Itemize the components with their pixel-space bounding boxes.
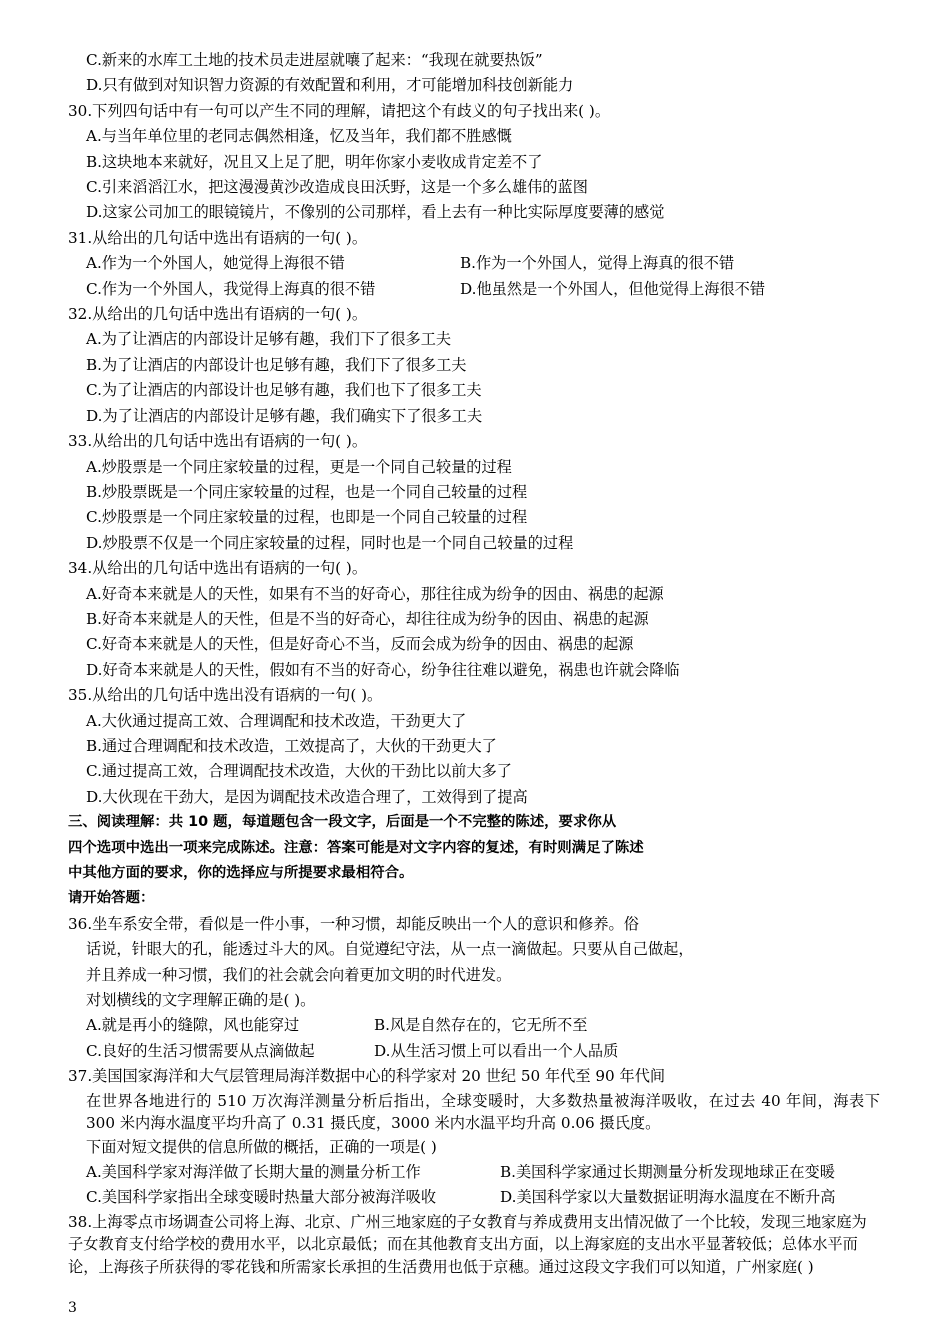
option-33c: C.炒股票是一个同庄家较量的过程，也即是一个同自己较量的过程: [86, 508, 528, 527]
option-37c: C.美国科学家指出全球变暖时热量大部分被海洋吸收: [86, 1188, 437, 1207]
option-37a: A.美国科学家对海洋做了长期大量的测量分析工作: [86, 1163, 421, 1182]
option-row: [68, 1160, 880, 1185]
option-row: [68, 1185, 880, 1210]
option-30a: A.与当年单位里的老同志偶然相逢，忆及当年，我们都不胜感慨: [86, 127, 512, 146]
option-34b: B.好奇本来就是人的天性，但是不当的好奇心，却往往成为纷争的因由、祸患的起源: [86, 609, 649, 628]
option-33d: D.炒股票不仅是一个同庄家较量的过程，同时也是一个同自己较量的过程: [86, 533, 574, 552]
question-37-prompt: 下面对短文提供的信息所做的概括，正确的一项是( ): [86, 1137, 437, 1156]
option-30c: C.引来滔滔江水，把这漫漫黄沙改造成良田沃野，这是一个多么雄伟的蓝图: [86, 178, 588, 197]
option-row: [68, 1039, 880, 1064]
option-30d: D.这家公司加工的眼镜镜片，不像别的公司那样，看上去有一种比实际厚度要薄的感觉: [86, 203, 665, 222]
question-32: 32.从给出的几句话中选出有语病的一句( )。: [68, 305, 368, 324]
question-38: 38.上海零点市场调查公司将上海、北京、广州三地家庭的子女教育与养成费用支出情况做了一个比较，发现三地家庭为子女教育支付给学校的费用水平，以北京最低；而在其他教育支出方面，以上海家庭的支出水平显著较低；总体水平而论，上海孩子所获得的零花钱和所需家长承担的生活费用也低于京穗。通过这段文字我们可以知道，广州家庭( ): [68, 1212, 867, 1276]
option-35b: B.通过合理调配和技术改造，工效提高了，大伙的干劲更大了: [86, 736, 497, 755]
option-36a: A.就是再小的缝隙，风也能穿过: [86, 1016, 300, 1035]
option-line: C.新来的水库工土地的技术员走进屋就嚷了起来：“我现在就要热饭”: [86, 51, 543, 69]
option-row: [68, 277, 880, 302]
option-35a: A.大伙通过提高工效、合理调配和技术改造，干劲更大了: [86, 711, 467, 730]
section-heading-line: 四个选项中选出一项来完成陈述。注意：答案可能是对文字内容的复述，有时则满足了陈述: [68, 839, 644, 856]
option-34c: C.好奇本来就是人的天性，但是好奇心不当，反而会成为纷争的因由、祸患的起源: [86, 635, 634, 654]
option-35d: D.大伙现在干劲大，是因为调配技术改造合理了，工效得到了提高: [86, 787, 528, 806]
question-37-text: 在世界各地进行的 510 万次海洋测量分析后指出，全球变暖时，大多数热量被海洋吸收，在过去 40 年间，海表下 300 米内海水温度平均升高了 0.31 摄氏度，3000 米内水温平均升高 0.06 摄氏度。: [86, 1091, 880, 1133]
option-31c: C.作为一个外国人，我觉得上海真的很不错: [86, 279, 376, 298]
question-36-text: 话说，针眼大的孔，能透过斗大的风。自觉遵纪守法，从一点一滴做起。只要从自己做起，: [86, 940, 694, 959]
option-32d: D.为了让酒店的内部设计足够有趣，我们确实下了很多工夫: [86, 406, 483, 425]
start-prompt: 请开始答题：: [68, 890, 155, 907]
option-32a: A.为了让酒店的内部设计足够有趣，我们下了很多工夫: [86, 330, 452, 349]
option-31b: B.作为一个外国人，觉得上海真的很不错: [460, 254, 735, 273]
question-33: 33.从给出的几句话中选出有语病的一句( )。: [68, 432, 368, 451]
option-33b: B.炒股票既是一个同庄家较量的过程，也是一个同自己较量的过程: [86, 482, 528, 501]
question-36: 36.坐车系安全带，看似是一件小事，一种习惯，却能反映出一个人的意识和修养。俗: [68, 914, 639, 933]
option-32c: C.为了让酒店的内部设计也足够有趣，我们也下了很多工夫: [86, 381, 482, 400]
option-31a: A.作为一个外国人，她觉得上海很不错: [86, 254, 345, 273]
option-36c: C.良好的生活习惯需要从点滴做起: [86, 1041, 315, 1060]
option-32b: B.为了让酒店的内部设计也足够有趣，我们下了很多工夫: [86, 355, 467, 374]
option-36d: D.从生活习惯上可以看出一个人品质: [374, 1041, 619, 1060]
option-31d: D.他虽然是一个外国人，但他觉得上海很不错: [460, 279, 766, 298]
option-row: [68, 251, 880, 276]
question-30: 30.下列四句话中有一句可以产生不同的理解，请把这个有歧义的句子找出来( )。: [68, 101, 611, 120]
option-34a: A.好奇本来就是人的天性，如果有不当的好奇心，那往往成为纷争的因由、祸患的起源: [86, 584, 664, 603]
question-31: 31.从给出的几句话中选出有语病的一句( )。: [68, 228, 368, 247]
section-heading: 三、阅读理解：共 10 题，每道题包含一段文字，后面是一个不完整的陈述，要求你从: [68, 814, 617, 831]
option-line: D.只有做到对知识智力资源的有效配置和利用，才可能增加科技创新能力: [86, 76, 574, 95]
option-35c: C.通过提高工效，合理调配技术改造，大伙的干劲比以前大多了: [86, 762, 512, 781]
option-34d: D.好奇本来就是人的天性，假如有不当的好奇心，纷争往往难以避免，祸患也许就会降临: [86, 660, 680, 679]
option-36b: B.风是自然存在的，它无所不至: [374, 1016, 588, 1035]
option-row: [68, 1013, 880, 1038]
question-36-prompt: 对划横线的文字理解正确的是( )。: [86, 991, 316, 1010]
section-heading-line: 中其他方面的要求，你的选择应与所提要求最相符合。: [68, 865, 414, 881]
page-number: 3: [68, 1300, 77, 1316]
option-33a: A.炒股票是一个同庄家较量的过程，更是一个同自己较量的过程: [86, 457, 512, 476]
question-35: 35.从给出的几句话中选出没有语病的一句( )。: [68, 686, 383, 705]
question-37: 37.美国国家海洋和大气层管理局海洋数据中心的科学家对 20 世纪 50 年代至 90 年代间: [68, 1067, 666, 1086]
option-37b: B.美国科学家通过长期测量分析发现地球正在变暖: [500, 1163, 835, 1182]
question-34: 34.从给出的几句话中选出有语病的一句( )。: [68, 559, 368, 578]
option-30b: B.这块地本来就好，况且又上足了肥，明年你家小麦收成肯定差不了: [86, 152, 543, 171]
option-37d: D.美国科学家以大量数据证明海水温度在不断升高: [500, 1188, 836, 1207]
question-36-text: 并且养成一种习惯，我们的社会就会向着更加文明的时代进发。: [86, 965, 512, 984]
